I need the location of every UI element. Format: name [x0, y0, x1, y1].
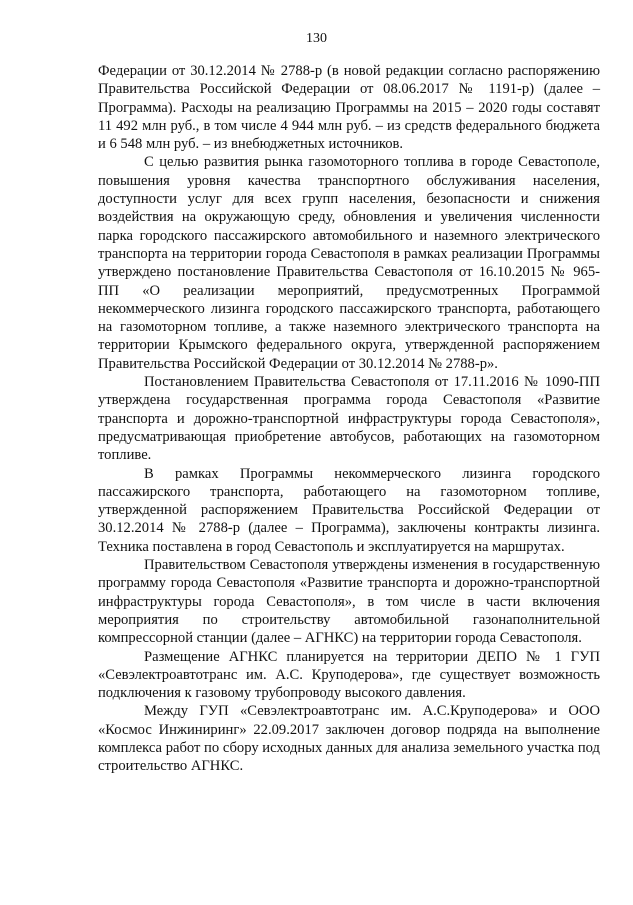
paragraph-state-program: Постановлением Правительства Севастополя от 17.11.2016 № 1090-ПП утверждена государственная программа города Севастополя «Развитие транспорта и дорожно-транспортной инфраструктуры города Севастополя», предусматривающая приобретение автобусов, работающих на газомоторном топливе.: [98, 374, 600, 464]
paragraph-program-changes: Правительством Севастополя утверждены изменения в государственную программу города Севастополя «Развитие транспорта и дорожно-транспортной инфраструктуры города Севастополя», в том числе в части включения мероприятия по строительству автомобильной газонаполнительной компрессорной станции (далее – АГНКС) на территории города Севастополя.: [98, 557, 600, 647]
paragraph-program-funding: Федерации от 30.12.2014 № 2788-р (в новой редакции согласно распоряжению Правительства Российской Федерации от 08.06.2017 № 1191-р) (далее – Программа). Расходы на реализацию Программы на 2015 – 2020 годы составят 11 492 млн руб., в том числе 4 944 млн руб. – из средств федерального бюджета и 6 548 млн руб. – из внебюджетных источников.: [98, 63, 600, 153]
paragraph-contract: Между ГУП «Севэлектроавтотранс им. А.С.Круподерова» и ООО «Космос Инжиниринг» 22.09.2017 заключен договор подряда на выполнение комплекса работ по сбору исходных данных для анализа земельного участка под строительство АГНКС.: [98, 703, 600, 775]
paragraph-agnks-location: Размещение АГНКС планируется на территории ДЕПО № 1 ГУП «Севэлектроавтотранс им. А.С. Круподерова», где существует возможность подключения к газовому трубопроводу высокого давления.: [98, 648, 600, 702]
paragraph-leasing-contracts: В рамках Программы некоммерческого лизинга городского пассажирского транспорта, работающего на газомоторном топливе, утвержденной распоряжением Правительства Российской Федерации от 30.12.2014 № 2788-р (далее – Программа), заключены контракты лизинга. Техника поставлена в город Севастополь и эксплуатируется на маршрутах.: [98, 465, 600, 555]
paragraph-gas-fuel-market: С целью развития рынка газомоторного топлива в городе Севастополе, повышения уровня качества транспортного обслуживания населения, доступности услуг для всех групп населения, безопасности и снижения воздействия на окружающую среду, обновления и увеличения численности парка городского пассажирского автомобильного и наземного электрического транспорта на территории города Севастополя в рамках реализации Программы утверждено постановление Правительства Севастополя от 16.10.2015 № 965-ПП «О реализации мероприятий, предусмотренных Программой некоммерческого лизинга городского пассажирского транспорта, работающего на газомоторном топливе, а также наземного электрического транспорта на территории Крымского федерального округа, утвержденной распоряжением Правительства Российской Федерации от 30.12.2014 № 2788-р».: [98, 154, 600, 372]
document-body: [98, 62, 600, 776]
page-number: 130: [306, 31, 327, 46]
